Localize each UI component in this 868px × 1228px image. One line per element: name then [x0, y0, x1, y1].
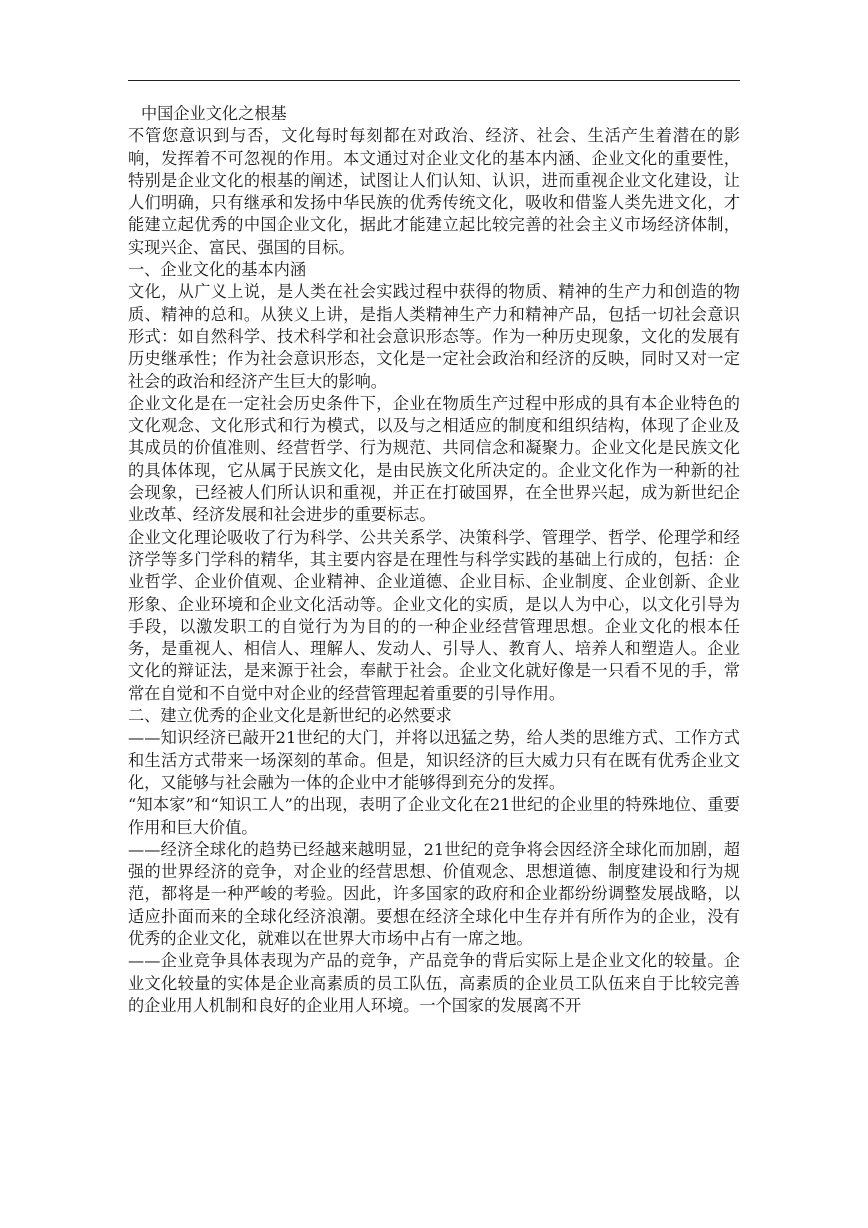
paragraph: 企业文化是在一定社会历史条件下，企业在物质生产过程中形成的具有本企业特色的文化观念、文化形式和行为模式，以及与之相适应的制度和组织结构，体现了企业及其成员的价值准则、经营哲学、行为规范、共同信念和凝聚力。企业文化是民族文化的具体体现，它从属于民族文化，是由民族文化所决定的。企业文化作为一种新的社会现象，已经被人们所认识和重视，并正在打破国界，在全世界兴起，成为新世纪企业改革、经济发展和社会进步的重要标志。 — [128, 393, 740, 525]
document-body — [128, 103, 740, 1017]
document-title: 中国企业文化之根基 — [141, 104, 287, 123]
paragraph: ——经济全球化的趋势已经越来越明显，21世纪的竞争将会因经济全球化而加剧，超强的世界经济的竞争，对企业的经营思想、价值观念、思想道德、制度建设和行为规范，都将是一种严峻的考验。因此，许多国家的政府和企业都纷纷调整发展战略，以适应扑面而来的全球化经济浪潮。要想在经济全球化中生存并有所作为的企业，没有优秀的企业文化，就难以在世界大市场中占有一席之地。 — [128, 839, 740, 948]
paragraph-intro: 不管您意识到与否，文化每时每刻都在对政治、经济、社会、生活产生着潜在的影响，发挥着不可忽视的作用。本文通过对企业文化的基本内涵、企业文化的重要性，特别是企业文化的根基的阐述，试图让人们认知、认识，进而重视企业文化建设，让人们明确，只有继承和发扬中华民族的优秀传统文化，吸收和借鉴人类先进文化，才能建立起优秀的中国企业文化，据此才能建立起比较完善的社会主义市场经济体制，实现兴企、富民、强国的目标。 — [128, 126, 740, 257]
header-rule — [128, 80, 740, 81]
paragraph: ——企业竞争具体表现为产品的竞争，产品竞争的背后实际上是企业文化的较量。企业文化较量的实体是企业高素质的员工队伍，高素质的企业员工队伍来自于比较完善的企业用人机制和良好的企业用人环境。一个国家的发展离不开 — [128, 951, 740, 1015]
paragraph: ——知识经济已敲开21世纪的大门，并将以迅猛之势，给人类的思维方式、工作方式和生活方式带来一场深刻的革命。但是，知识经济的巨大威力只有在既有优秀企业文化，又能够与社会融为一体的企业中才能够得到充分的发挥。 — [128, 728, 740, 792]
section-heading-2: 二、建立优秀的企业文化是新世纪的必然要求 — [128, 706, 452, 726]
paragraph: 文化，从广义上说，是人类在社会实践过程中获得的物质、精神的生产力和创造的物质、精神的总和。从狭义上讲，是指人类精神生产力和精神产品，包括一切社会意识形式：如自然科学、技术科学和社会意识形态等。作为一种历史现象，文化的发展有历史继承性；作为社会意识形态，文化是一定社会政治和经济的反映，同时又对一定社会的政治和经济产生巨大的影响。 — [128, 282, 740, 391]
paragraph: “知本家”和“知识工人”的出现，表明了企业文化在21世纪的企业里的特殊地位、重要作用和巨大价值。 — [128, 795, 740, 837]
section-heading-1: 一、企业文化的基本内涵 — [128, 260, 307, 280]
paragraph: 企业文化理论吸收了行为科学、公共关系学、决策科学、管理学、哲学、伦理学和经济学等多门学科的精华，其主要内容是在理性与科学实践的基础上行成的，包括：企业哲学、企业价值观、企业精神、企业道德、企业目标、企业制度、企业创新、企业形象、企业环境和企业文化活动等。企业文化的实质，是以人为中心，以文化引导为手段，以激发职工的自觉行为为目的的一种企业经营管理思想。企业文化的根本任务，是重视人、相信人、理解人、发动人、引导人、教育人、培养人和塑造人。企业文化的辩证法，是来源于社会，奉献于社会。企业文化就好像是一只看不见的手，常常在自觉和不自觉中对企业的经营管理起着重要的引导作用。 — [128, 527, 740, 703]
